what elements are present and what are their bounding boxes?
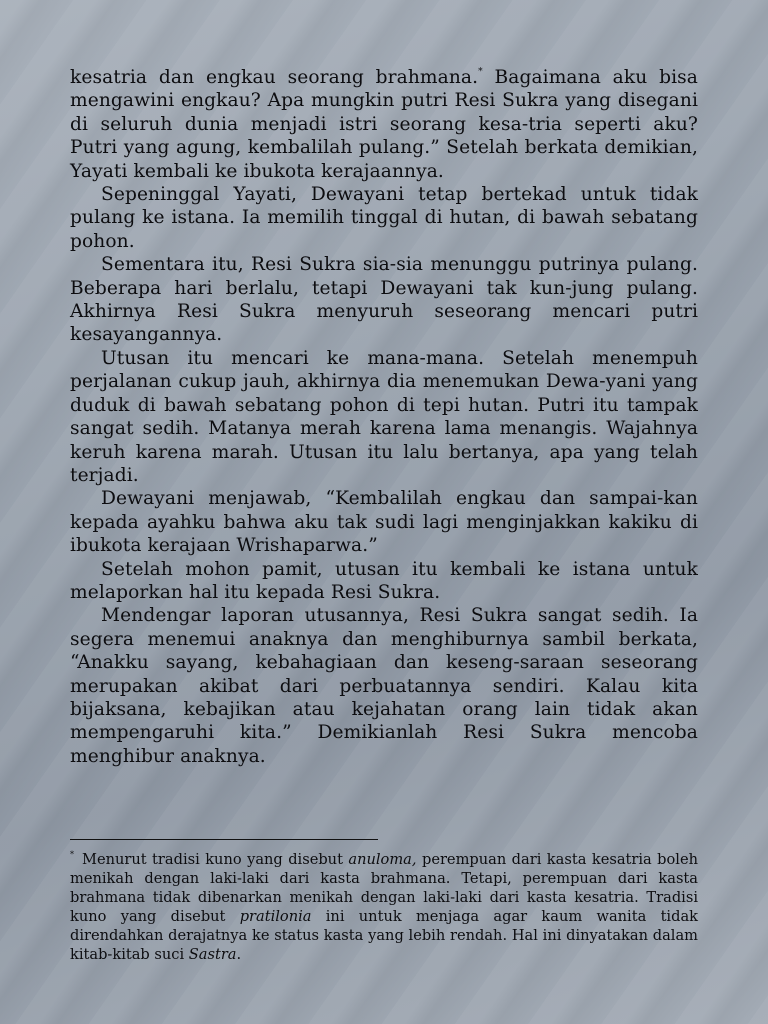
paragraph-1 <box>70 66 698 183</box>
paragraph-text: kesatria dan engkau seorang brahmana. <box>70 67 479 88</box>
footnote-term-anuloma: anuloma, <box>348 851 417 868</box>
paragraph-text: Sementara itu, Resi Sukra sia-sia menunggu putrinya pulang. Beberapa hari berlalu, tetapi Dewayani tak kun-jung pulang. Akhirnya Resi Sukra menyuruh seseorang mencari putri kesayangannya. <box>70 254 698 346</box>
footnote-text: . <box>236 946 242 963</box>
footnote-marker[interactable]: * <box>478 67 483 77</box>
paragraph-7 <box>70 604 698 768</box>
paragraph-text: Bagaimana aku bisa mengawini engkau? Apa mungkin putri Resi Sukra yang disegani di seluruh dunia menjadi istri seorang kesa-tria seperti aku? Putri yang agung, kembalilah pulang.” Setelah berkata demikian, Yayati kembali ke ibukota kerajaannya. <box>70 67 698 182</box>
footnote-text: ini untuk menjaga agar kaum wanita tidak direndahkan derajatnya ke status kasta yang lebih rendah. Hal ini dinyatakan dalam kitab-kitab suci <box>70 908 698 963</box>
footnote-term-sastra: Sastra <box>188 946 237 963</box>
footnote-divider <box>70 839 378 840</box>
paragraph-text: Mendengar laporan utusannya, Resi Sukra sangat sedih. Ia segera menemui anaknya dan menghiburnya sambil berkata, “Anakku sayang, kebahagiaan dan keseng-saraan seseorang merupakan akibat dari perbuatannya sendiri. Kalau kita bijaksana, kebajikan atau kejahatan orang lain tidak akan mempengaruhi kita.” Demikianlah Resi Sukra mencoba menghibur anaknya. <box>70 605 698 767</box>
footnote-text: perempuan dari kasta kesatria boleh menikah dengan laki-laki dari kasta brahmana. Tetapi, perempuan dari kasta brahmana tidak dibenarkan menikah dengan laki-laki dari kasta kesatria. Tradisi kuno yang disebut <box>70 851 698 925</box>
main-text <box>70 66 698 768</box>
footnote-term-pratilonia: pratilonia <box>239 908 312 925</box>
paragraph-text: Dewayani menjawab, “Kembalilah engkau dan sampai-kan kepada ayahku bahwa aku tak sudi lagi menginjakkan kakiku di ibukota kerajaan Wrishaparwa.” <box>70 488 698 557</box>
paragraph-2 <box>70 183 698 253</box>
footnote-text: Menurut tradisi kuno yang disebut <box>82 851 349 868</box>
footnote <box>70 850 698 964</box>
paragraph-3 <box>70 253 698 347</box>
paragraph-text: Setelah mohon pamit, utusan itu kembali ke istana untuk melaporkan hal itu kepada Resi Sukra. <box>70 558 698 603</box>
paragraph-4 <box>70 347 698 487</box>
paragraph-5 <box>70 487 698 557</box>
paragraph-text: Utusan itu mencari ke mana-mana. Setelah menempuh perjalanan cukup jauh, akhirnya dia menemukan Dewa-yani yang duduk di bawah sebatang pohon di tepi hutan. Putri itu tampak sangat sedih. Matanya merah karena lama menangis. Wajahnya keruh karena marah. Utusan itu lalu bertanya, apa yang telah terjadi. <box>70 347 698 486</box>
paragraph-text: Sepeninggal Yayati, Dewayani tetap bertekad untuk tidak pulang ke istana. Ia memilih tinggal di hutan, di bawah sebatang pohon. <box>70 184 698 252</box>
page-body <box>70 66 698 768</box>
footnote-symbol: * <box>70 850 74 859</box>
paragraph-6 <box>70 558 698 605</box>
